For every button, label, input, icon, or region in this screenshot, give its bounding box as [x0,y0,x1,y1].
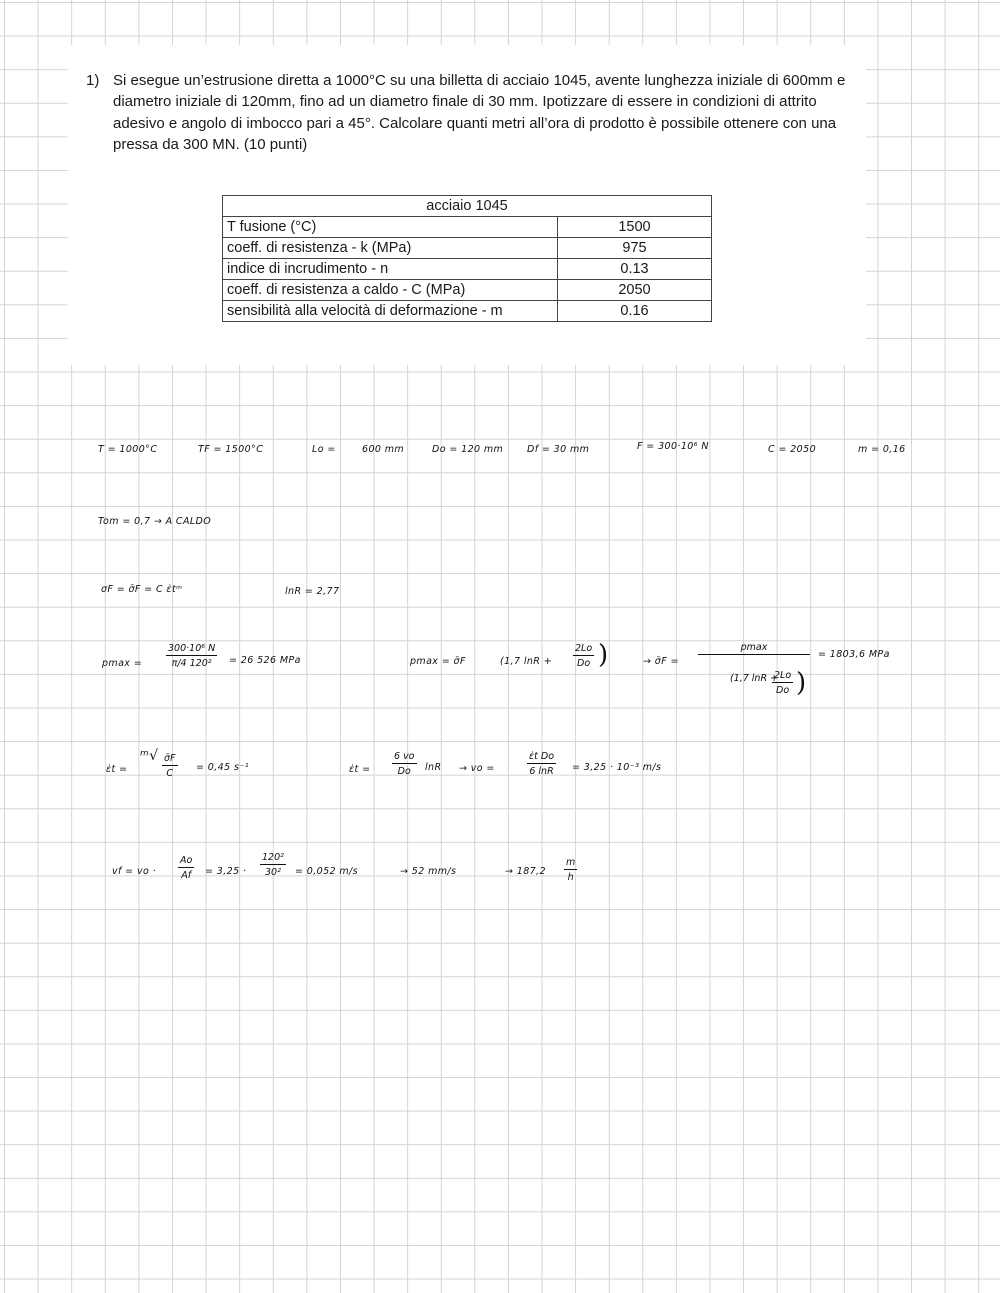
root-symbol: ᵐ√ [140,748,159,764]
area-ratio-fraction [178,855,194,881]
problem-text: Si esegue un’estrusione diretta a 1000°C su una billetta di acciaio 1045, avente lunghezza iniziale di 600mm e diametro iniziale di 120mm, fino ad un diametro finale di 30 mm. Ipotizzare di essere in condizioni di attrito adesivo e angolo di imbocco pari a 45°. Calcolare quanti metri all’ora di prodotto è possibile ottenere con una pressa da 300 MN. (10 punti) [113,72,846,153]
pmax-denominator: π/4 120² [171,658,212,669]
fraction-numerator: ε̇t Do [529,751,555,762]
given-final-diameter: Df = 30 mm [527,444,590,455]
table-row [223,280,712,301]
problem-number: 1) [86,72,100,89]
closing-paren: ) [598,640,609,670]
row-value: 975 [558,238,712,259]
vo-label: → vo = [459,763,495,774]
root-fraction [162,753,178,779]
fraction-numerator: 2Lo [774,670,792,681]
pmax-equation-lhs: pmax = σ̄F [410,656,466,667]
fraction-denominator: 30² [265,867,281,878]
strain-rate-label: ε̇t = [106,764,128,775]
given-melting-temperature: TF = 1500°C [198,444,264,455]
vf-result: = 0,052 m/s [295,866,359,877]
sigma-numerator: pmax [698,642,810,655]
row-value: 2050 [558,280,712,301]
row-value: 0.13 [558,259,712,280]
pmax-result: = 26 526 MPa [229,655,301,666]
table-title: acciaio 1045 [223,196,712,217]
fraction-denominator: h [567,872,574,883]
fraction-denominator: Do [577,658,591,669]
diameter-ratio-fraction [260,852,286,878]
given-length-label: Lo = [312,444,336,455]
row-value: 1500 [558,217,712,238]
closing-paren: ) [796,668,807,698]
fraction-numerator: 2Lo [575,643,593,654]
two-lo-over-do-fraction [573,643,594,669]
table-row [223,301,712,322]
vf-label: vf = vo · [112,866,157,877]
six-vo-over-do-fraction [392,751,417,777]
given-m: m = 0,16 [858,444,906,455]
fraction-numerator: Ao [180,855,193,866]
fraction-denominator: 6 lnR [529,766,554,777]
table-row [223,259,712,280]
pmax-fraction [166,643,217,669]
table-row [223,238,712,259]
vo-fraction [527,751,556,777]
given-c: C = 2050 [768,444,817,455]
row-label: coeff. di resistenza - k (MPa) [223,238,558,259]
fraction-numerator: σ̄F [164,753,176,764]
fraction-denominator: Do [397,766,411,777]
homologous-temperature: Tom = 0,7 → A CALDO [98,516,212,527]
row-label: indice di incrudimento - n [223,259,558,280]
given-temperature: T = 1000°C [98,444,158,455]
given-initial-diameter: Do = 120 mm [432,444,504,455]
fraction-denominator: C [166,768,174,779]
fraction-numerator: 6 vo [394,751,415,762]
sigma-result: = 1803,6 MPa [818,649,890,660]
row-label: sensibilità alla velocità di deformazione - m [223,301,558,322]
ln-r-term: lnR [425,762,442,773]
row-label: coeff. di resistenza a caldo - C (MPa) [223,280,558,301]
meters-per-hour-unit [564,857,577,883]
fraction-denominator: Do [776,685,790,696]
fraction-numerator: 120² [262,852,284,863]
fraction-denominator: Af [181,870,192,881]
sigma-fraction [698,642,810,684]
material-properties-table [222,195,712,322]
pmax-label: pmax = [102,658,143,669]
given-force: F = 300·10⁶ N [637,441,709,452]
strain-rate-eq-lhs: ε̇t = [349,764,371,775]
row-label: T fusione (°C) [223,217,558,238]
sigma-inner-fraction [772,670,793,696]
flow-stress-formula: σF = σ̄F = C ε̇tᵐ [101,584,183,595]
pmax-equation-paren: (1,7 lnR + [500,656,553,667]
vo-result: = 3,25 · 10⁻³ m/s [572,762,662,773]
vf-middle: = 3,25 · [205,866,247,877]
problem-statement [86,70,856,155]
ln-r-value: lnR = 2,77 [285,586,340,597]
pmax-numerator: 300·10⁶ N [168,643,216,654]
table-row [223,217,712,238]
sigma-denominator: (1,7 lnR + [729,673,779,684]
given-length-value: 600 mm [362,444,405,455]
row-value: 0.16 [558,301,712,322]
vf-final-result: → 187,2 [505,866,546,877]
strain-rate-result: = 0,45 s⁻¹ [196,762,249,773]
fraction-numerator: m [566,857,576,868]
sigma-arrow: → σ̄F = [643,656,679,667]
vf-mm-per-s: → 52 mm/s [400,866,457,877]
